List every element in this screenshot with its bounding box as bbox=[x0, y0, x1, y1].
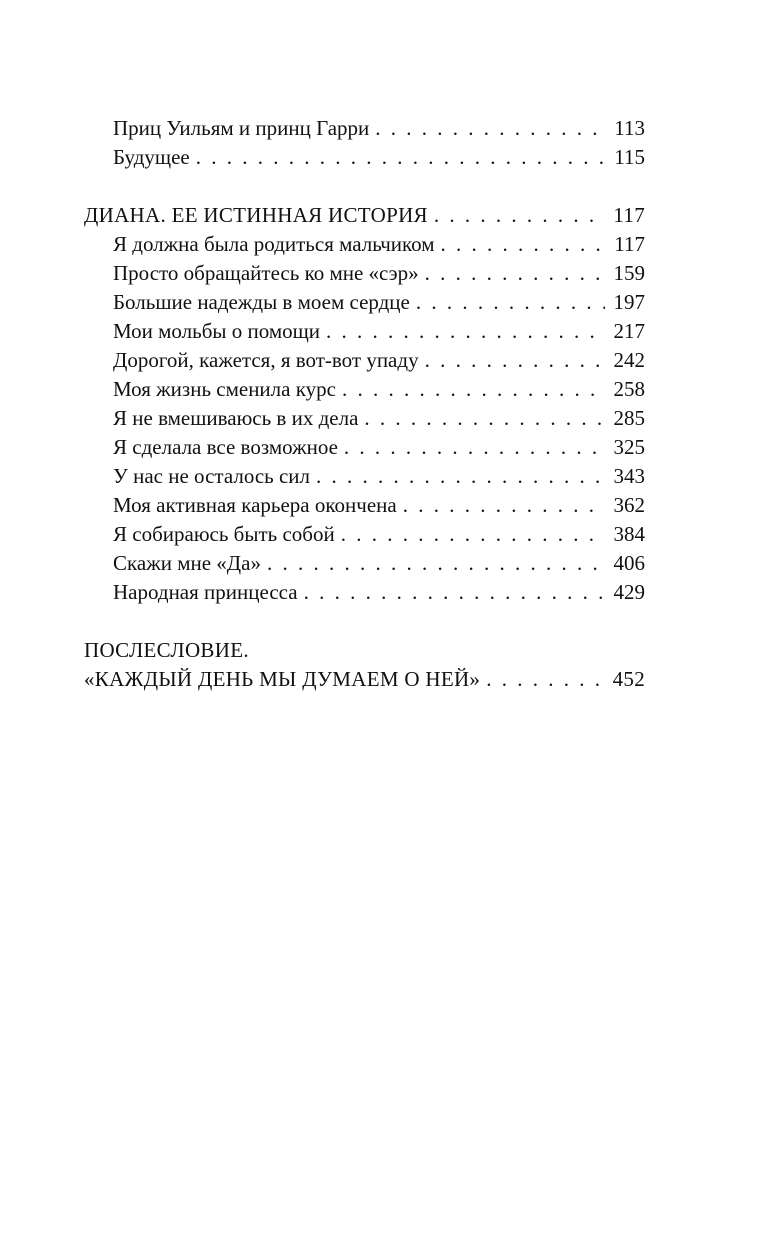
toc-entry bbox=[84, 549, 645, 578]
toc-entry-page: 159 bbox=[613, 261, 645, 285]
toc-entry bbox=[84, 288, 645, 317]
toc-entry-title: Я должна была родиться мальчиком bbox=[113, 232, 435, 256]
toc-entry bbox=[84, 230, 645, 259]
dot-leader bbox=[304, 578, 605, 607]
toc-entry bbox=[84, 520, 645, 549]
toc-entry-title: Мои мольбы о помощи bbox=[113, 319, 321, 343]
dot-leader bbox=[425, 346, 605, 375]
toc-entry-title: Приц Уильям и принц Гарри bbox=[113, 116, 370, 140]
section-spacer bbox=[84, 607, 645, 636]
toc-entry-title: Дорогой, кажется, я вот-вот упаду bbox=[113, 348, 419, 372]
toc-entry bbox=[84, 114, 645, 143]
afterword-entry bbox=[84, 665, 645, 694]
toc-entry-page: 384 bbox=[613, 522, 645, 546]
dot-leader bbox=[342, 375, 605, 404]
toc-entry-page: 217 bbox=[613, 319, 645, 343]
dot-leader bbox=[425, 259, 605, 288]
afterword-heading: ПОСЛЕСЛОВИЕ. bbox=[84, 638, 249, 662]
dot-leader bbox=[326, 317, 605, 346]
section-spacer bbox=[84, 172, 645, 201]
toc-entry-title: Я собираюсь быть собой bbox=[113, 522, 335, 546]
toc-section-heading bbox=[84, 201, 645, 230]
toc-entry-title: Я сделала все возможное bbox=[113, 435, 338, 459]
toc-entry-page: 258 bbox=[613, 377, 645, 401]
toc-entry-title: Моя активная карьера окончена bbox=[113, 493, 397, 517]
toc-entry-title: Народная принцесса bbox=[113, 580, 298, 604]
toc-entry-page: 113 bbox=[614, 116, 645, 140]
toc-entry-page: 242 bbox=[613, 348, 645, 372]
dot-leader bbox=[375, 114, 605, 143]
toc-section-title: ДИАНА. ЕЕ ИСТИННАЯ ИСТОРИЯ bbox=[84, 203, 428, 227]
toc-entry-title: Просто обращайтесь ко мне «сэр» bbox=[113, 261, 419, 285]
toc-entry bbox=[84, 375, 645, 404]
toc-entry bbox=[84, 491, 645, 520]
toc-entry bbox=[84, 404, 645, 433]
toc-entry-title: Моя жизнь сменила курс bbox=[113, 377, 336, 401]
toc-entry bbox=[84, 317, 645, 346]
toc-entry-page: 117 bbox=[614, 232, 645, 256]
toc-entry-page: 362 bbox=[613, 493, 645, 517]
dot-leader bbox=[316, 462, 605, 491]
toc-entry-page: 325 bbox=[613, 435, 645, 459]
dot-leader bbox=[434, 201, 605, 230]
dot-leader bbox=[416, 288, 605, 317]
afterword-title: «КАЖДЫЙ ДЕНЬ МЫ ДУМАЕМ О НЕЙ» bbox=[84, 667, 481, 691]
toc-entry bbox=[84, 259, 645, 288]
dot-leader bbox=[341, 520, 605, 549]
toc-entry bbox=[84, 346, 645, 375]
toc-entry-page: 343 bbox=[613, 464, 645, 488]
toc-entry-title: Скажи мне «Да» bbox=[113, 551, 261, 575]
dot-leader bbox=[196, 143, 605, 172]
dot-leader bbox=[441, 230, 605, 259]
table-of-contents bbox=[84, 114, 645, 694]
toc-entry-title: У нас не осталось сил bbox=[113, 464, 311, 488]
dot-leader bbox=[267, 549, 605, 578]
toc-entry bbox=[84, 143, 645, 172]
toc-entry-page: 197 bbox=[613, 290, 645, 314]
toc-entry-page: 115 bbox=[614, 145, 645, 169]
dot-leader bbox=[486, 665, 605, 694]
dot-leader bbox=[344, 433, 605, 462]
toc-section-page: 117 bbox=[613, 203, 645, 227]
toc-entry bbox=[84, 433, 645, 462]
toc-entry bbox=[84, 578, 645, 607]
toc-entry-page: 429 bbox=[613, 580, 645, 604]
toc-entry-title: Я не вмешиваюсь в их дела bbox=[113, 406, 359, 430]
dot-leader bbox=[364, 404, 605, 433]
toc-entry-title: Будущее bbox=[113, 145, 190, 169]
toc-entry bbox=[84, 462, 645, 491]
dot-leader bbox=[403, 491, 605, 520]
afterword-page: 452 bbox=[612, 667, 645, 691]
toc-entry-page: 285 bbox=[613, 406, 645, 430]
toc-entry-title: Большие надежды в моем сердце bbox=[113, 290, 410, 314]
toc-entry-page: 406 bbox=[613, 551, 645, 575]
